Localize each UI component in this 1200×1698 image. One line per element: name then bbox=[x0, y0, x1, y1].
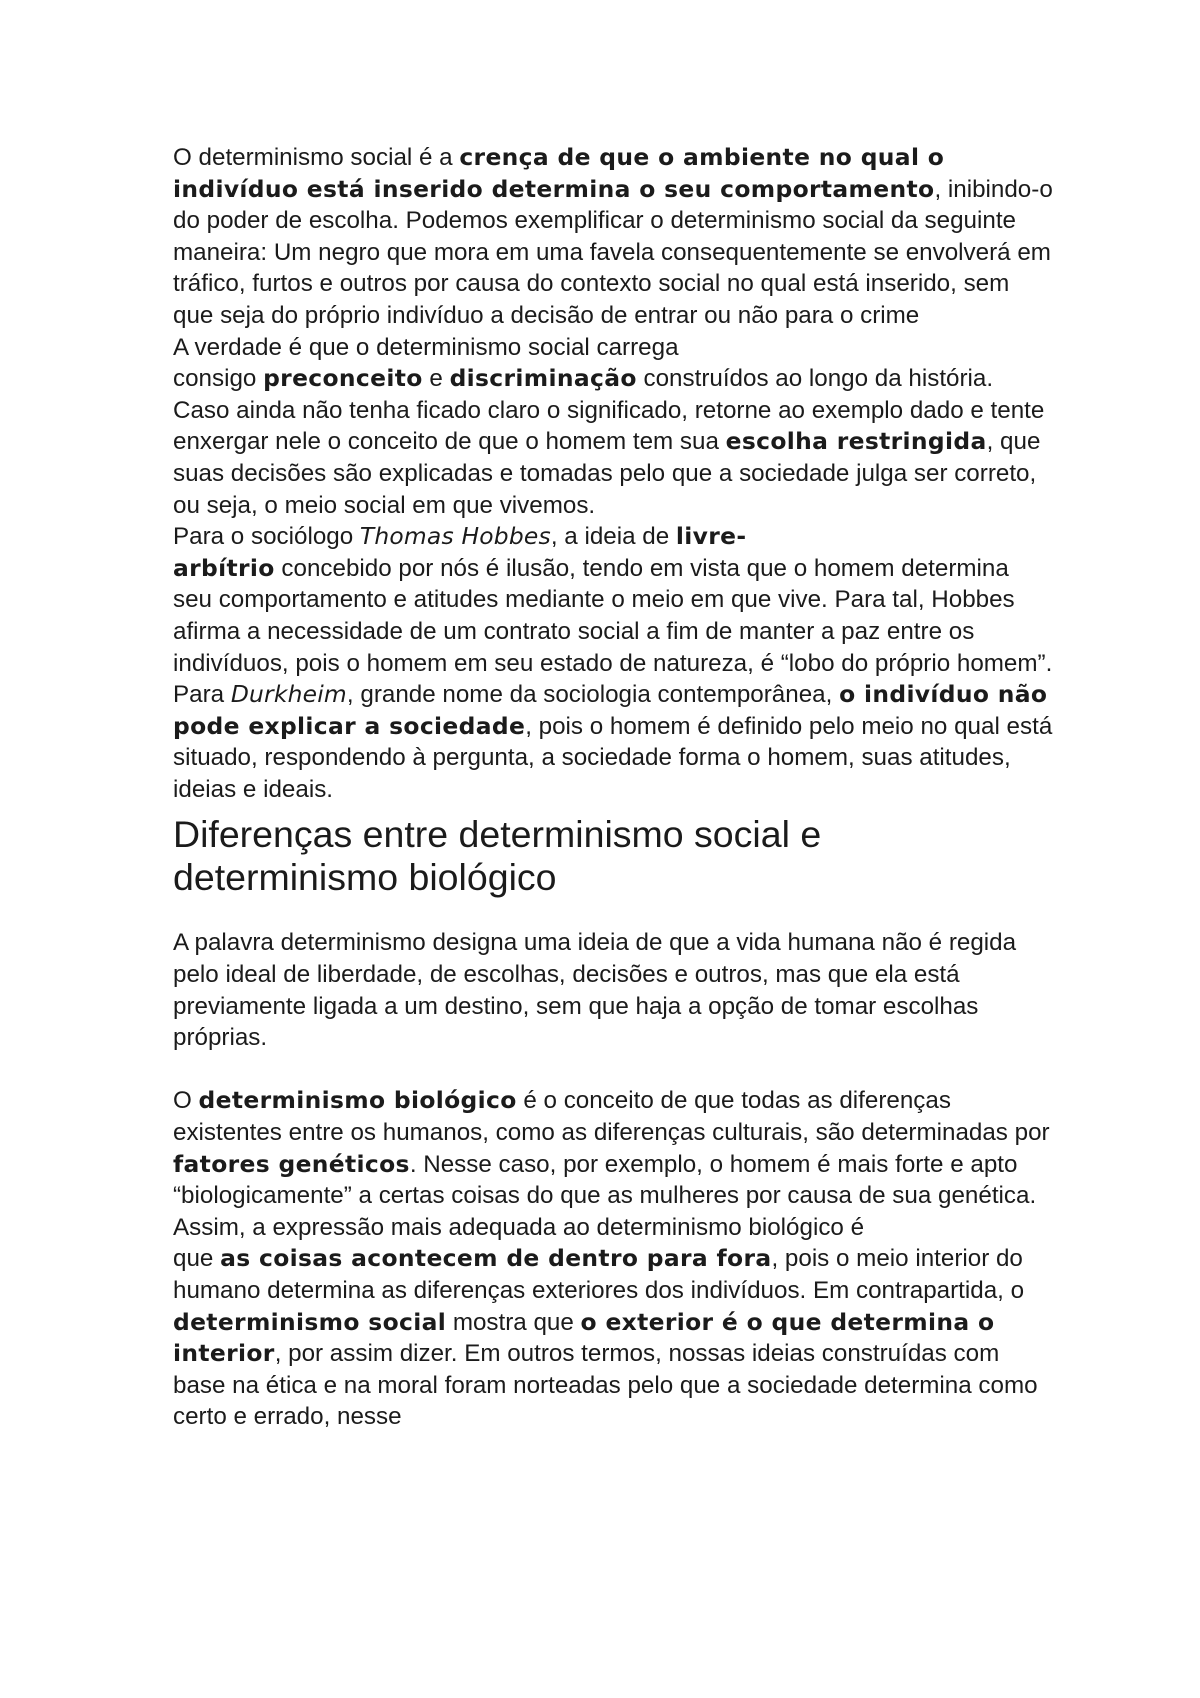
bold-phrase: as coisas acontecem de dentro para fora bbox=[220, 1244, 772, 1273]
italic-name: Durkheim bbox=[230, 680, 347, 709]
paragraph-social-determinism-definition bbox=[173, 142, 1053, 332]
bold-phrase: o indivíduo não pode explicar a sociedade bbox=[173, 680, 1048, 740]
bold-phrase: escolha restringida bbox=[725, 427, 987, 456]
text-run: , grande nome da sociologia contemporânea, bbox=[346, 681, 840, 709]
text-run: O determinismo social é a bbox=[173, 144, 460, 171]
text-run: concebido por nós é ilusão, tendo em vista que o homem determina seu comportamento e atitudes mediante o meio em que vive. Para tal, Hobbes afirma a necessidade de um contrato social a fim de manter a paz entre os indivíduos, pois o homem em seu estado de natureza, é “lobo do próprio homem”. bbox=[173, 554, 1053, 677]
bold-phrase: preconceito bbox=[263, 364, 423, 393]
text-run: , por assim dizer. Em outros termos, nossas ideias construídas com base na ética e na moral foram norteadas pelo que a sociedade determina como certo e errado, nesse bbox=[173, 1340, 1038, 1431]
text-run: consigo bbox=[173, 365, 264, 393]
blank-line bbox=[173, 1054, 1053, 1086]
document-page bbox=[173, 142, 1053, 1433]
text-run: Para bbox=[173, 681, 231, 709]
text-run: , que suas decisões são explicadas e tomadas pelo que a sociedade julga ser correto, ou seja, o meio social em que vivemos. bbox=[173, 428, 1041, 519]
bold-phrase: determinismo social bbox=[173, 1307, 447, 1336]
bold-phrase: crença de que o ambiente no qual o indivíduo está inserido determina o seu comportamento bbox=[173, 143, 945, 203]
bold-phrase: o exterior é o que determina o interior bbox=[173, 1307, 995, 1368]
paragraph-determinism-meaning: A palavra determinismo designa uma ideia de que a vida humana não é regida pelo ideal de liberdade, de escolhas, decisões e outros, mas que ela está previamente ligada a um destino, sem que haja a opção de tomar escolhas próprias. bbox=[173, 929, 1017, 1052]
bold-phrase: discriminação bbox=[449, 364, 637, 393]
text-run: é o conceito de que todas as diferenças existentes entre os humanos, como as diferenças culturais, são determinadas por bbox=[173, 1087, 1050, 1147]
paragraph-biological-determinism bbox=[173, 1085, 1053, 1211]
text-run: , inibindo-o do poder de escolha. Podemos exemplificar o determinismo social da seguinte maneira: Um negro que mora em uma favela consequentemente se envolverá em tráfico, furtos e outros por causa do contexto social no qual está inserido, sem que seja do próprio indivíduo a decisão de entrar ou não para o crime bbox=[173, 175, 1053, 329]
text-run: Para o sociólogo bbox=[173, 523, 360, 551]
text-run: Assim, a expressão mais adequada ao determinismo biológico é bbox=[173, 1213, 865, 1241]
section-heading: Diferenças entre determinismo social e determinismo biológico bbox=[173, 813, 822, 899]
text-run: que bbox=[173, 1245, 221, 1273]
paragraph-prejudice bbox=[173, 332, 1053, 522]
text-run: , pois o meio interior do humano determina as diferenças exteriores dos indivíduos. Em contrapartida, o bbox=[173, 1245, 1025, 1304]
paragraph-inside-outside bbox=[173, 1212, 1053, 1433]
text-run: e bbox=[422, 365, 450, 393]
italic-name: Thomas Hobbes bbox=[359, 522, 551, 551]
text-run: O bbox=[173, 1087, 199, 1115]
text-run: A verdade é que o determinismo social carrega bbox=[173, 333, 679, 361]
bold-phrase: livre- bbox=[675, 522, 747, 551]
bold-phrase: determinismo biológico bbox=[198, 1086, 517, 1115]
text-run: , a ideia de bbox=[550, 523, 676, 551]
text-run: construídos ao longo da história. Caso ainda não tenha ficado claro o significado, retorne ao exemplo dado e tente enxergar nele o conceito de que o homem tem sua bbox=[173, 365, 1045, 456]
text-run: . Nesse caso, por exemplo, o homem é mais forte e apto “biologicamente” a certas coisas do que as mulheres por causa de sua genética. bbox=[173, 1150, 1037, 1210]
bold-phrase: fatores genéticos bbox=[173, 1149, 410, 1178]
bold-phrase: arbítrio bbox=[173, 553, 275, 582]
text-run: , pois o homem é definido pelo meio no qual está situado, respondendo à pergunta, a sociedade forma o homem, suas atitudes, ideias e ideais. bbox=[173, 712, 1053, 803]
paragraph-hobbes bbox=[173, 521, 1053, 679]
text-run: mostra que bbox=[446, 1308, 581, 1336]
paragraph-durkheim bbox=[173, 679, 1053, 805]
